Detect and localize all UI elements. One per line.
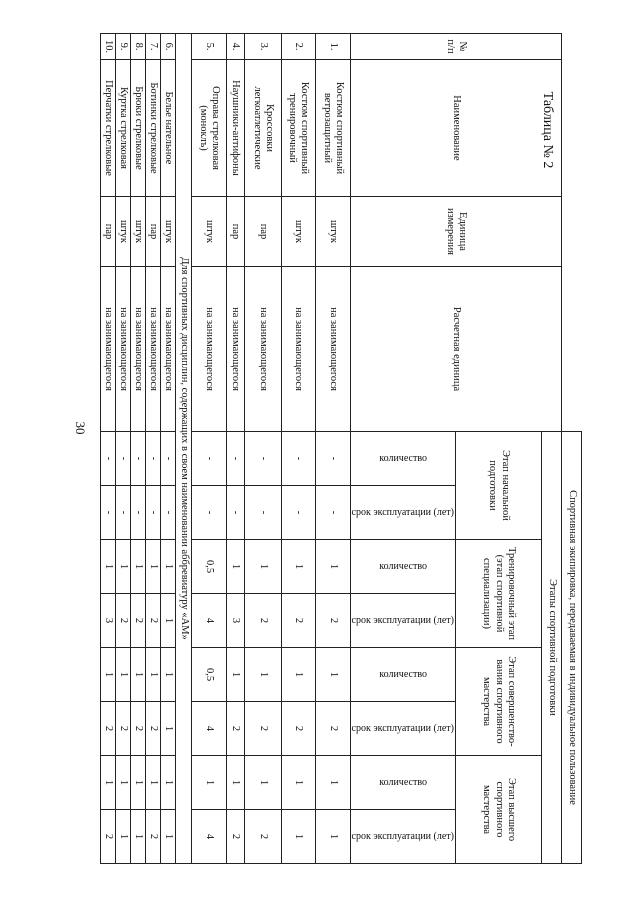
row-number: 4. bbox=[226, 34, 244, 60]
qty-value: 1 bbox=[281, 540, 315, 594]
qty-value: 1 bbox=[116, 540, 131, 594]
qty-value: 1 bbox=[226, 540, 244, 594]
qty-header bbox=[350, 648, 455, 702]
item-name: Белье нательное bbox=[161, 60, 176, 197]
term-header bbox=[350, 810, 455, 864]
qty-label: количество bbox=[378, 452, 427, 464]
qty-value: 1 bbox=[101, 648, 116, 702]
qty-value: - bbox=[281, 432, 315, 486]
row-number: 10. bbox=[101, 34, 116, 60]
header-unit: Единица измерения bbox=[350, 197, 561, 267]
term-label: срок эксплуатации (лет) bbox=[351, 830, 454, 842]
qty-value: 1 bbox=[101, 756, 116, 810]
page-number: 30 bbox=[73, 421, 88, 435]
term-header bbox=[350, 594, 455, 648]
term-value: 2 bbox=[244, 594, 281, 648]
item-calc-unit: на занимающегося bbox=[101, 267, 116, 432]
table-row bbox=[161, 34, 176, 864]
qty-label: количество bbox=[378, 668, 427, 680]
table-row bbox=[131, 34, 146, 864]
item-unit: штук bbox=[281, 197, 315, 267]
equipment-table-container bbox=[103, 33, 582, 863]
qty-value: 1 bbox=[131, 756, 146, 810]
header-row-2 bbox=[542, 34, 562, 864]
item-unit: штук bbox=[191, 197, 226, 267]
term-value: 4 bbox=[191, 810, 226, 864]
qty-value: 1 bbox=[161, 648, 176, 702]
item-calc-unit: на занимающегося bbox=[146, 267, 161, 432]
term-value: 2 bbox=[281, 702, 315, 756]
term-value: 2 bbox=[146, 594, 161, 648]
qty-value: - bbox=[161, 432, 176, 486]
term-value: 2 bbox=[226, 810, 244, 864]
qty-label: количество bbox=[378, 776, 427, 788]
header-name: Наименование bbox=[350, 60, 561, 197]
term-value: - bbox=[101, 486, 116, 540]
item-unit: штук bbox=[116, 197, 131, 267]
item-name: Наушники-антифоны bbox=[226, 60, 244, 197]
qty-header bbox=[350, 432, 455, 486]
term-value: 2 bbox=[315, 594, 350, 648]
row-number: 9. bbox=[116, 34, 131, 60]
table-row bbox=[101, 34, 116, 864]
stage-header-improvement: Этап совершенство-вания спортивного мастерства bbox=[456, 648, 542, 756]
term-value: 2 bbox=[101, 702, 116, 756]
term-value: 2 bbox=[146, 702, 161, 756]
table-row bbox=[281, 34, 315, 864]
item-name: Брюки стрелковые bbox=[131, 60, 146, 197]
table-row bbox=[244, 34, 281, 864]
qty-label: количество bbox=[378, 560, 427, 572]
item-name: Куртка стрелковая bbox=[116, 60, 131, 197]
qty-header bbox=[350, 756, 455, 810]
term-value: 1 bbox=[116, 810, 131, 864]
item-name: Ботинки стрелковые bbox=[146, 60, 161, 197]
qty-value: 1 bbox=[281, 756, 315, 810]
stages-header: Этапы спортивной подготовки bbox=[542, 432, 562, 864]
item-calc-unit: на занимающегося bbox=[226, 267, 244, 432]
item-unit: пар bbox=[226, 197, 244, 267]
row-number: 7. bbox=[146, 34, 161, 60]
term-value: 2 bbox=[116, 594, 131, 648]
term-value: 2 bbox=[281, 594, 315, 648]
term-value: 1 bbox=[161, 702, 176, 756]
term-value: - bbox=[161, 486, 176, 540]
row-number: 1. bbox=[315, 34, 350, 60]
term-value: 2 bbox=[244, 702, 281, 756]
term-value: 2 bbox=[131, 702, 146, 756]
qty-value: 1 bbox=[191, 756, 226, 810]
row-number: 6. bbox=[161, 34, 176, 60]
term-value: - bbox=[281, 486, 315, 540]
qty-value: 1 bbox=[226, 648, 244, 702]
term-value: 4 bbox=[191, 702, 226, 756]
item-name: Перчатки стрелковые bbox=[101, 60, 116, 197]
item-calc-unit: на занимающегося bbox=[315, 267, 350, 432]
qty-value: 1 bbox=[315, 540, 350, 594]
qty-header bbox=[350, 540, 455, 594]
term-value: 2 bbox=[131, 594, 146, 648]
item-calc-unit: на занимающегося bbox=[116, 267, 131, 432]
item-calc-unit: на занимающегося bbox=[244, 267, 281, 432]
qty-value: - bbox=[131, 432, 146, 486]
term-value: - bbox=[244, 486, 281, 540]
term-value: - bbox=[116, 486, 131, 540]
qty-value: 1 bbox=[244, 540, 281, 594]
header-calc-unit: Расчетная единица bbox=[350, 267, 561, 432]
row-number: 2. bbox=[281, 34, 315, 60]
term-value: 1 bbox=[161, 594, 176, 648]
qty-value: 1 bbox=[244, 756, 281, 810]
main-header: Спортивная экипировка, передаваемая в индивидуальное пользование bbox=[562, 432, 582, 864]
equipment-table bbox=[100, 33, 582, 864]
table-row bbox=[191, 34, 226, 864]
qty-value: 1 bbox=[116, 648, 131, 702]
qty-value: 1 bbox=[161, 756, 176, 810]
qty-value: - bbox=[315, 432, 350, 486]
item-name: Кроссовки легкоатлетические bbox=[244, 60, 281, 197]
term-value: 1 bbox=[131, 810, 146, 864]
term-value: - bbox=[131, 486, 146, 540]
qty-value: 1 bbox=[101, 540, 116, 594]
term-value: 2 bbox=[226, 702, 244, 756]
term-value: 3 bbox=[101, 594, 116, 648]
table-row bbox=[315, 34, 350, 864]
item-name: Оправа стрелковая (моноклъ) bbox=[191, 60, 226, 197]
term-value: 3 bbox=[226, 594, 244, 648]
qty-value: - bbox=[146, 432, 161, 486]
qty-value: - bbox=[116, 432, 131, 486]
qty-value: 1 bbox=[315, 756, 350, 810]
qty-value: 0,5 bbox=[191, 540, 226, 594]
item-unit: пар bbox=[146, 197, 161, 267]
item-calc-unit: на занимающегося bbox=[161, 267, 176, 432]
row-number: 8. bbox=[131, 34, 146, 60]
table-row bbox=[116, 34, 131, 864]
qty-value: - bbox=[244, 432, 281, 486]
item-calc-unit: на занимающегося bbox=[191, 267, 226, 432]
header-corner bbox=[562, 34, 582, 432]
term-value: 1 bbox=[161, 810, 176, 864]
term-value: - bbox=[226, 486, 244, 540]
term-value: 2 bbox=[116, 702, 131, 756]
row-number: 5. bbox=[191, 34, 226, 60]
header-row-1 bbox=[562, 34, 582, 864]
section-title: Для спортивных дисциплин, содержащих в своем наименовании аббревиатуру «АМ» bbox=[176, 34, 191, 864]
qty-value: 1 bbox=[281, 648, 315, 702]
qty-value: 1 bbox=[146, 540, 161, 594]
qty-value: 1 bbox=[161, 540, 176, 594]
item-unit: штук bbox=[315, 197, 350, 267]
stage-header-training: Тренировочный этап (этап спортивной специализации) bbox=[456, 540, 542, 648]
qty-value: - bbox=[226, 432, 244, 486]
item-calc-unit: на занимающегося bbox=[281, 267, 315, 432]
item-unit: пар bbox=[244, 197, 281, 267]
term-value: - bbox=[146, 486, 161, 540]
term-header bbox=[350, 702, 455, 756]
table-row bbox=[226, 34, 244, 864]
table-row bbox=[146, 34, 161, 864]
item-unit: пар bbox=[101, 197, 116, 267]
row-number: 3. bbox=[244, 34, 281, 60]
stage-header-higher: Этап высшего спортивного мастерства bbox=[456, 756, 542, 864]
term-value: 2 bbox=[315, 702, 350, 756]
qty-value: 1 bbox=[131, 648, 146, 702]
item-unit: штук bbox=[131, 197, 146, 267]
table-label: Таблица № 2 bbox=[540, 91, 555, 169]
table-body bbox=[101, 34, 582, 864]
qty-value: 1 bbox=[244, 648, 281, 702]
term-value: 1 bbox=[315, 810, 350, 864]
qty-value: 1 bbox=[226, 756, 244, 810]
qty-value: 1 bbox=[146, 648, 161, 702]
item-name: Костюм спортивный тренировочный bbox=[281, 60, 315, 197]
term-label: срок эксплуатации (лет) bbox=[351, 614, 454, 626]
item-unit: штук bbox=[161, 197, 176, 267]
qty-value: 0,5 bbox=[191, 648, 226, 702]
stage-header-initial: Этап начальной подготовки bbox=[456, 432, 542, 540]
term-value: 2 bbox=[244, 810, 281, 864]
item-name: Костюм спортивный ветрозащитный bbox=[315, 60, 350, 197]
item-calc-unit: на занимающегося bbox=[131, 267, 146, 432]
qty-value: - bbox=[191, 432, 226, 486]
term-value: 2 bbox=[146, 810, 161, 864]
qty-value: - bbox=[101, 432, 116, 486]
term-value: 2 bbox=[101, 810, 116, 864]
header-number: № п/п bbox=[350, 34, 561, 60]
term-label: срок эксплуатации (лет) bbox=[351, 506, 454, 518]
term-label: срок эксплуатации (лет) bbox=[351, 722, 454, 734]
term-value: - bbox=[315, 486, 350, 540]
term-value: - bbox=[191, 486, 226, 540]
qty-value: 1 bbox=[146, 756, 161, 810]
term-value: 4 bbox=[191, 594, 226, 648]
term-header bbox=[350, 486, 455, 540]
qty-value: 1 bbox=[131, 540, 146, 594]
qty-value: 1 bbox=[116, 756, 131, 810]
section-row bbox=[176, 34, 191, 864]
qty-value: 1 bbox=[315, 648, 350, 702]
term-value: 1 bbox=[281, 810, 315, 864]
